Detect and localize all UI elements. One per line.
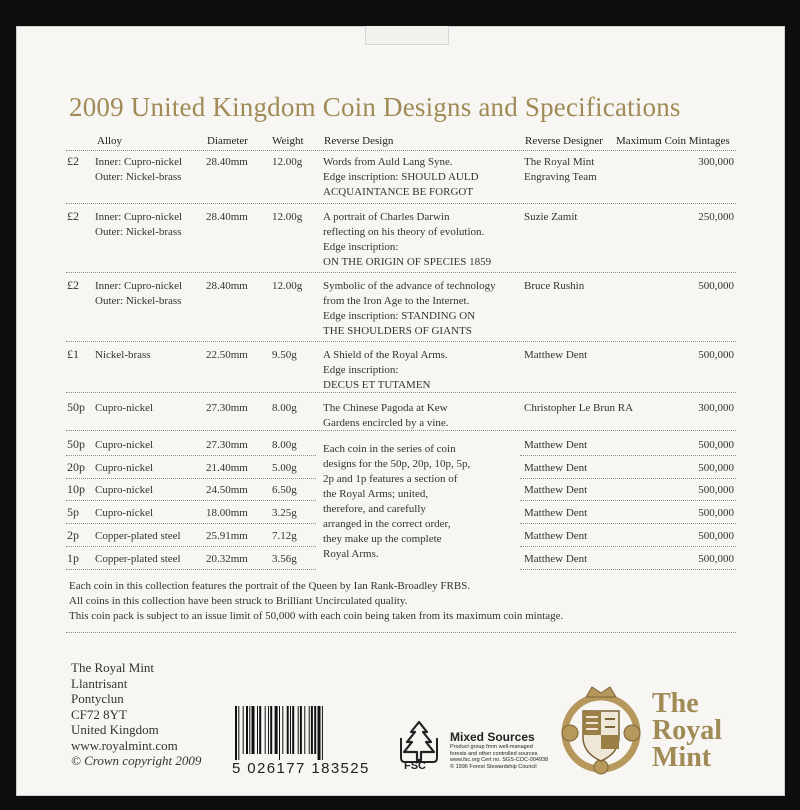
header-reverse-design: Reverse Design xyxy=(324,135,394,147)
alloy-cell: Copper-plated steel xyxy=(95,530,181,542)
design-cell: Words from Auld Lang Syne. xyxy=(323,156,453,168)
barcode-bar xyxy=(298,706,299,754)
barcode-bar xyxy=(287,706,289,754)
fsc-heading: Mixed Sources xyxy=(450,730,535,744)
header-diameter: Diameter xyxy=(207,135,248,147)
design-cell: ON THE ORIGIN OF SPECIES 1859 xyxy=(323,256,492,268)
footnote: All coins in this collection have been struck to Brilliant Uncirculated quality. xyxy=(69,595,408,607)
coin-denomination: £2 xyxy=(67,278,79,292)
weight-cell: 8.00g xyxy=(272,439,297,451)
barcode-bar xyxy=(238,706,239,760)
coin-denomination: 50p xyxy=(67,400,85,414)
mintage-cell: 500,000 xyxy=(698,349,734,361)
coin-denomination: 10p xyxy=(67,482,85,496)
barcode-bar xyxy=(268,706,269,754)
logo-line: Royal xyxy=(652,715,722,746)
mintage-cell: 300,000 xyxy=(698,402,734,414)
design-cell: The Chinese Pagoda at Kew xyxy=(323,402,448,414)
row-divider xyxy=(66,203,736,204)
row-divider xyxy=(66,392,736,393)
row-divider xyxy=(520,500,736,501)
barcode-bar xyxy=(322,706,323,760)
design-cell: Edge inscription: xyxy=(323,364,399,376)
barcode-bar xyxy=(235,706,237,760)
header-max-mintage: Maximum Coin Mintages xyxy=(616,135,730,147)
mintage-cell: 500,000 xyxy=(698,530,734,542)
weight-cell: 12.00g xyxy=(272,280,303,292)
header-reverse-designer: Reverse Designer xyxy=(525,135,603,147)
barcode-bar xyxy=(318,706,321,760)
header-alloy: Alloy xyxy=(97,135,123,147)
alloy-cell: Cupro-nickel xyxy=(95,462,154,474)
diameter-cell: 27.30mm xyxy=(206,439,248,451)
designer-cell: Matthew Dent xyxy=(524,507,588,519)
row-divider xyxy=(520,569,736,570)
row-divider xyxy=(66,478,316,479)
design-cell: Edge inscription: STANDING ON xyxy=(323,310,476,322)
coin-denomination: £1 xyxy=(67,347,79,361)
design-cell: arranged in the correct order, xyxy=(323,518,451,530)
footnote: This coin pack is subject to an issue limit of 50,000 with each coin being taken from its maximum coin mintage. xyxy=(69,610,564,622)
fsc-desc-line: © 1996 Forest Stewardship Council xyxy=(450,763,537,770)
alloy-cell: Outer: Nickel-brass xyxy=(95,171,182,183)
row-divider xyxy=(66,569,316,570)
designer-cell: Christopher Le Brun RA xyxy=(524,402,634,414)
barcode-bar xyxy=(259,706,261,754)
barcode-bar xyxy=(270,706,272,754)
design-cell: therefore, and carefully xyxy=(323,503,426,515)
address-line: www.royalmint.com xyxy=(71,737,178,753)
coin-denomination: 1p xyxy=(67,551,79,565)
alloy-cell: Nickel-brass xyxy=(95,349,151,361)
barcode-bar xyxy=(275,706,278,754)
mintage-cell: 500,000 xyxy=(698,484,734,496)
coin-denomination: 50p xyxy=(67,437,85,451)
fsc-desc-line: forests and other controlled sources xyxy=(450,750,538,757)
alloy-cell: Inner: Cupro-nickel xyxy=(95,156,183,168)
address-line: Llantrisant xyxy=(71,675,128,691)
coin-denomination: £2 xyxy=(67,209,79,223)
fsc-desc-line: www.fsc.org Cert no. SGS-COC-004938 xyxy=(450,757,549,763)
diameter-cell: 18.00mm xyxy=(206,507,248,519)
diameter-cell: 21.40mm xyxy=(206,462,248,474)
alloy-cell: Cupro-nickel xyxy=(95,439,154,451)
royal-crest-icon xyxy=(558,683,644,775)
designer-cell: Engraving Team xyxy=(524,171,597,183)
designer-cell: Matthew Dent xyxy=(524,462,588,474)
designer-cell: Matthew Dent xyxy=(524,530,588,542)
design-cell: Edge inscription: xyxy=(323,241,399,253)
weight-cell: 12.00g xyxy=(272,156,303,168)
barcode-bar xyxy=(314,706,316,754)
design-cell: DECUS ET TUTAMEN xyxy=(323,379,431,391)
diameter-cell: 28.40mm xyxy=(206,280,248,292)
designer-cell: Matthew Dent xyxy=(524,484,588,496)
design-cell: A Shield of the Royal Arms. xyxy=(323,349,448,361)
alloy-cell: Outer: Nickel-brass xyxy=(95,295,182,307)
weight-cell: 8.00g xyxy=(272,402,297,414)
alloy-cell: Outer: Nickel-brass xyxy=(95,226,182,238)
barcode-bar xyxy=(257,706,258,754)
designer-cell: Suzie Zamit xyxy=(524,211,578,223)
mintage-cell: 500,000 xyxy=(698,439,734,451)
weight-cell: 5.00g xyxy=(272,462,297,474)
design-cell: Royal Arms. xyxy=(323,548,379,560)
design-cell: Edge inscription: SHOULD AULD xyxy=(323,171,479,183)
footnotes xyxy=(69,579,563,624)
barcode-bar xyxy=(265,706,266,754)
alloy-cell: Cupro-nickel xyxy=(95,402,154,414)
barcode-bar xyxy=(243,706,244,754)
row-divider xyxy=(520,455,736,456)
weight-cell: 7.12g xyxy=(272,530,297,542)
row-divider xyxy=(66,341,736,342)
barcode-bar xyxy=(311,706,313,754)
design-cell: THE SHOULDERS OF GIANTS xyxy=(323,325,472,337)
design-cell: ACQUAINTANCE BE FORGOT xyxy=(323,186,474,198)
alloy-cell: Cupro-nickel xyxy=(95,507,154,519)
design-cell: reflecting on his theory of evolution. xyxy=(323,226,485,238)
divider xyxy=(66,632,736,633)
designer-cell: The Royal Mint xyxy=(524,156,595,168)
designer-cell: Matthew Dent xyxy=(524,349,588,361)
page-title: 2009 United Kingdom Coin Designs and Specifications xyxy=(69,92,681,122)
barcode-bar xyxy=(304,706,305,754)
coin-denomination: 2p xyxy=(67,528,79,542)
barcode-bar xyxy=(252,706,255,754)
design-cell: A portrait of Charles Darwin xyxy=(323,211,450,223)
row-divider xyxy=(520,523,736,524)
design-cell: designs for the 50p, 20p, 10p, 5p, xyxy=(323,458,471,470)
design-cell: from the Iron Age to the Internet. xyxy=(323,295,470,307)
barcode-bar xyxy=(300,706,302,754)
flap-tab xyxy=(365,26,449,45)
row-divider xyxy=(66,430,736,431)
design-cell: Gardens encircled by a vine. xyxy=(323,417,449,429)
row-divider xyxy=(66,546,316,547)
fsc-desc-line: Product group from well-managed xyxy=(450,744,533,750)
mintage-cell: 500,000 xyxy=(698,462,734,474)
diameter-cell: 22.50mm xyxy=(206,349,248,361)
design-cell: 2p and 1p features a section of xyxy=(323,473,458,485)
address-block xyxy=(71,660,201,769)
coin-denomination: 20p xyxy=(67,460,85,474)
row-divider xyxy=(66,455,316,456)
coin-denomination: 5p xyxy=(67,505,79,519)
design-cell: the Royal Arms; united, xyxy=(323,488,429,500)
barcode-bar xyxy=(282,706,283,754)
barcode-number: 5 026177 183525 xyxy=(232,760,370,777)
diameter-cell: 20.32mm xyxy=(206,553,248,565)
alloy-cell: Copper-plated steel xyxy=(95,553,181,565)
design-cell: they make up the complete xyxy=(323,533,442,545)
mintage-cell: 500,000 xyxy=(698,507,734,519)
logo-line: The xyxy=(652,688,699,719)
weight-cell: 3.56g xyxy=(272,553,297,565)
barcode-bar xyxy=(290,706,291,754)
footnote: Each coin in this collection features the portrait of the Queen by Ian Rank-Broadley FRBS. xyxy=(69,580,471,592)
coin-denomination: £2 xyxy=(67,154,79,168)
diameter-cell: 25.91mm xyxy=(206,530,248,542)
weight-cell: 6.50g xyxy=(272,484,297,496)
design-cell: Symbolic of the advance of technology xyxy=(323,280,496,292)
alloy-cell: Inner: Cupro-nickel xyxy=(95,211,183,223)
logo-line: Mint xyxy=(652,742,712,773)
barcode-bar xyxy=(249,706,250,754)
copyright: © Crown copyright 2009 xyxy=(71,753,202,768)
royal-mint-logo xyxy=(652,690,722,771)
row-divider xyxy=(66,500,316,501)
designer-cell: Matthew Dent xyxy=(524,553,588,565)
alloy-cell: Cupro-nickel xyxy=(95,484,154,496)
address-line: Pontyclun xyxy=(71,691,124,706)
address-line: The Royal Mint xyxy=(71,660,155,675)
weight-cell: 12.00g xyxy=(272,211,303,223)
barcode-bar xyxy=(246,706,248,754)
header-weight: Weight xyxy=(272,135,304,147)
alloy-cell: Inner: Cupro-nickel xyxy=(95,280,183,292)
mintage-cell: 500,000 xyxy=(698,553,734,565)
diameter-cell: 27.30mm xyxy=(206,402,248,414)
fsc-label: FSC xyxy=(404,760,426,772)
weight-cell: 9.50g xyxy=(272,349,297,361)
designer-cell: Bruce Rushin xyxy=(524,280,585,292)
designer-cell: Matthew Dent xyxy=(524,439,588,451)
diameter-cell: 28.40mm xyxy=(206,156,248,168)
address-line: CF72 8YT xyxy=(71,706,127,722)
weight-cell: 3.25g xyxy=(272,507,297,519)
address-line: United Kingdom xyxy=(71,722,159,737)
fsc-mixed-sources xyxy=(450,730,548,770)
mintage-cell: 500,000 xyxy=(698,280,734,292)
mintage-cell: 300,000 xyxy=(698,156,734,168)
row-divider xyxy=(520,546,736,547)
barcode-bar xyxy=(309,706,310,754)
mintage-cell: 250,000 xyxy=(698,211,734,223)
barcode-icon xyxy=(233,706,383,760)
barcode-bar xyxy=(292,706,294,754)
row-divider xyxy=(66,150,736,151)
row-divider xyxy=(520,478,736,479)
diameter-cell: 28.40mm xyxy=(206,211,248,223)
barcode-bar xyxy=(279,706,280,760)
design-cell: Each coin in the series of coin xyxy=(323,443,456,455)
diameter-cell: 24.50mm xyxy=(206,484,248,496)
row-divider xyxy=(66,523,316,524)
row-divider xyxy=(66,272,736,273)
